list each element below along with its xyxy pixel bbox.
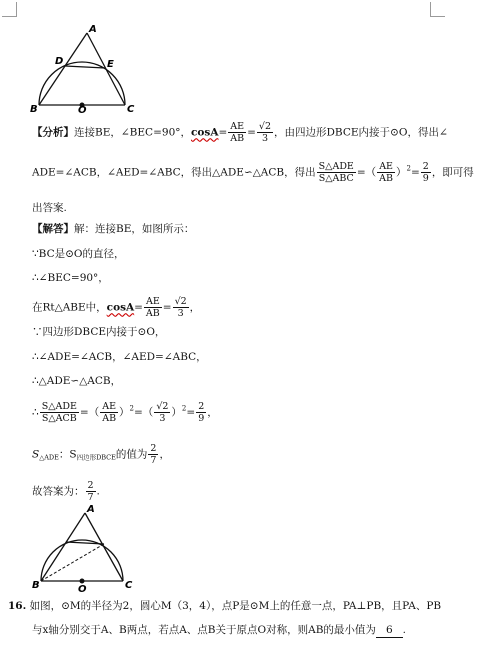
analysis-line-2: ADE=∠ACB，∠AED=∠ABC，得出△ADE∽△ACB，得出 $\frac{\text{S△ADE}}{\text{S△ABC}}$ =（ $\frac{AE}{AB}$ ）$^2$= $\frac{2}{9}$ ，即可得	[32, 161, 474, 184]
crop-mark-left	[2, 2, 17, 17]
label-b: B	[32, 580, 40, 591]
solution-line-6: ∴∠ADE=∠ACB，∠AED=∠ABC，	[32, 351, 207, 363]
label-a: A	[89, 24, 97, 35]
label-d: D	[55, 56, 64, 67]
solution-line-2: ∵BC是⊙O的直径，	[32, 248, 125, 260]
answer-blank: 6	[376, 623, 403, 638]
segment-ab	[39, 33, 87, 105]
segment-be-dashed	[41, 544, 104, 581]
segment-de	[65, 66, 105, 68]
label-b: B	[30, 104, 38, 114]
crop-mark-right	[430, 2, 445, 17]
label-e: E	[107, 59, 114, 70]
label-a: A	[87, 504, 95, 515]
label-c: C	[125, 580, 133, 591]
segment-ac	[85, 513, 123, 581]
solution-line-3: ∴∠BEC=90°，	[32, 272, 109, 284]
label-o: O	[78, 584, 87, 594]
segment-ab	[41, 513, 85, 581]
geometry-figure-2	[28, 502, 138, 594]
analysis-line-1: 【分析】连接BE，∠BEC=90°，cosA= $\frac{AE}{AB}$ = $\frac{√2}{3}$ ，由四边形DBCE内接于⊙O，得出∠	[32, 121, 448, 144]
geometry-figure-1	[26, 22, 136, 114]
solution-line-5: ∵四边形DBCE内接于⊙O，	[32, 326, 166, 338]
analysis-line-3: 出答案.	[32, 202, 67, 214]
label-o: O	[78, 105, 87, 114]
solution-line-4: 在Rt△ABE中，cosA= $\frac{AE}{AB}$ = $\frac{√2}{3}$ ，	[32, 296, 201, 319]
semicircle-arc	[41, 540, 123, 581]
segment-ac	[87, 33, 125, 105]
solution-line-8: ∴ $\frac{\text{S△ADE}}{\text{S△ACB}}$ =（ $\frac{AE}{AB}$ ）$^2$=（ $\frac{√2}{3}$ ）$^2$= $\frac{2}{9}$ ，	[32, 401, 218, 424]
center-dot	[80, 579, 85, 584]
question-16-line-1: 16. 如图，⊙M的半径为2，圆心M（3，4），点P是⊙M上的任意一点，PA⊥PB，且PA、PB	[8, 600, 442, 612]
solution-line-9: $S_{\triangle ADE}$：$S_{四边形DBCE}$的值为 $\frac{2}{7}$ ，	[32, 443, 170, 466]
solution-line-1: 【解答】解：连接BE，如图所示：	[32, 223, 195, 235]
solution-line-7: ∴△ADE∽△ACB，	[32, 375, 122, 387]
solution-line-10: 故答案为： $\frac{2}{7}$ .	[32, 480, 100, 503]
question-16-line-2: 与x轴分别交于A、B两点，若点A、点B关于原点O对称，则AB的最小值为 6 .	[32, 624, 406, 636]
label-c: C	[127, 104, 135, 114]
